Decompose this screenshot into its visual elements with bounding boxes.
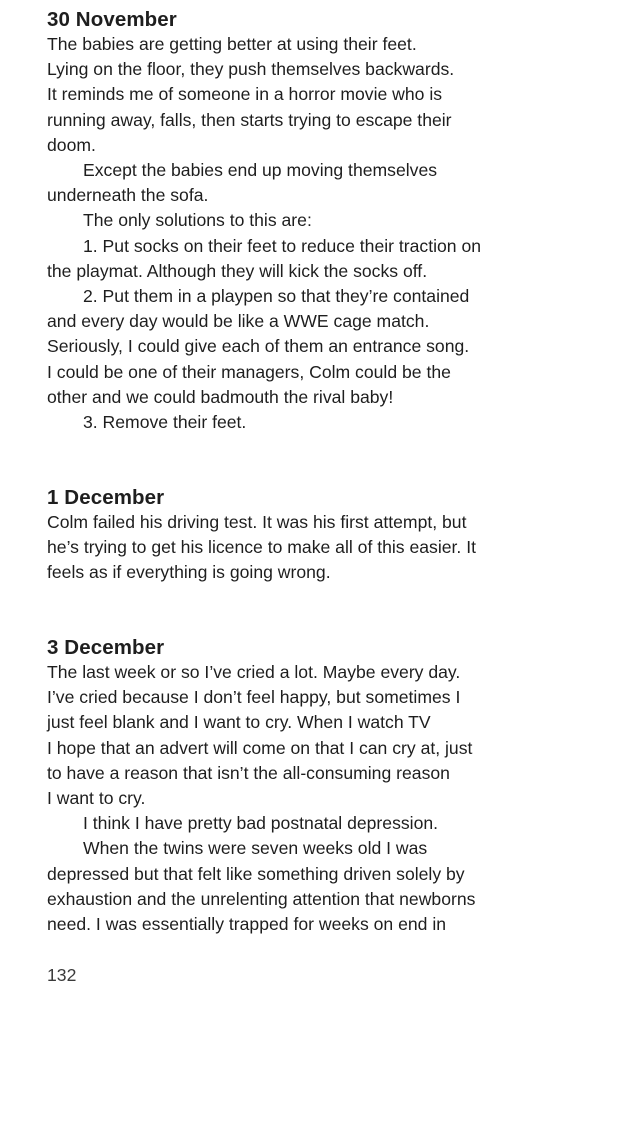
text-line: The babies are getting better at using their feet. <box>47 34 417 54</box>
text-line: When the twins were seven weeks old I was <box>83 838 428 859</box>
entry-body <box>47 660 475 937</box>
text-line: Seriously, I could give each of them an entrance song. <box>47 336 470 357</box>
text-line: need. I was essentially trapped for weeks on end in <box>47 914 447 935</box>
text-line: he’s trying to get his licence to make all of this easier. It <box>47 537 476 558</box>
entry-title: 1 December <box>47 486 165 509</box>
entry-title: 3 December <box>47 636 165 659</box>
page-number: 132 <box>47 965 77 985</box>
text-line: the playmat. Although they will kick the socks off. <box>47 260 428 281</box>
text-line: doom. <box>47 134 96 155</box>
text-line: running away, falls, then starts trying to escape their <box>47 109 452 130</box>
text-line: 2. Put them in a playpen so that they’re contained <box>83 286 470 307</box>
text-line: 1. Put socks on their feet to reduce their traction on <box>83 235 482 256</box>
entry-title: 30 November <box>47 8 177 31</box>
text-line: I think I have pretty bad postnatal depression. <box>83 813 439 834</box>
text-line: Colm failed his driving test. It was his first attempt, but <box>47 512 467 532</box>
text-line: exhaustion and the unrelenting attention that newborns <box>47 888 476 909</box>
text-line: and every day would be like a WWE cage match. <box>47 311 430 332</box>
diary-entry-1-december <box>47 485 476 586</box>
diary-entry-30-november <box>47 7 481 435</box>
text-line: The only solutions to this are: <box>83 210 312 231</box>
text-line: The last week or so I’ve cried a lot. Maybe every day. <box>47 662 461 682</box>
diary-entry-3-december <box>47 635 475 937</box>
text-line: I’ve cried because I don’t feel happy, but sometimes I <box>47 687 461 708</box>
text-line: 3. Remove their feet. <box>83 412 247 433</box>
text-line: other and we could badmouth the rival baby! <box>47 386 394 407</box>
text-line: I want to cry. <box>47 788 146 809</box>
entry-body <box>47 32 481 435</box>
text-line: depressed but that felt like something driven solely by <box>47 863 465 884</box>
text-line: I hope that an advert will come on that I can cry at, just <box>47 737 473 758</box>
text-line: just feel blank and I want to cry. When I watch TV <box>47 712 431 733</box>
text-line: Lying on the floor, they push themselves backwards. <box>47 59 455 80</box>
text-line: It reminds me of someone in a horror movie who is <box>47 84 443 105</box>
text-line: I could be one of their managers, Colm could be the <box>47 361 451 382</box>
entry-body <box>47 510 476 586</box>
text-line: Except the babies end up moving themselves <box>83 160 438 181</box>
text-line: feels as if everything is going wrong. <box>47 562 331 583</box>
text-line: underneath the sofa. <box>47 185 209 206</box>
text-line: to have a reason that isn’t the all-consuming reason <box>47 762 450 783</box>
